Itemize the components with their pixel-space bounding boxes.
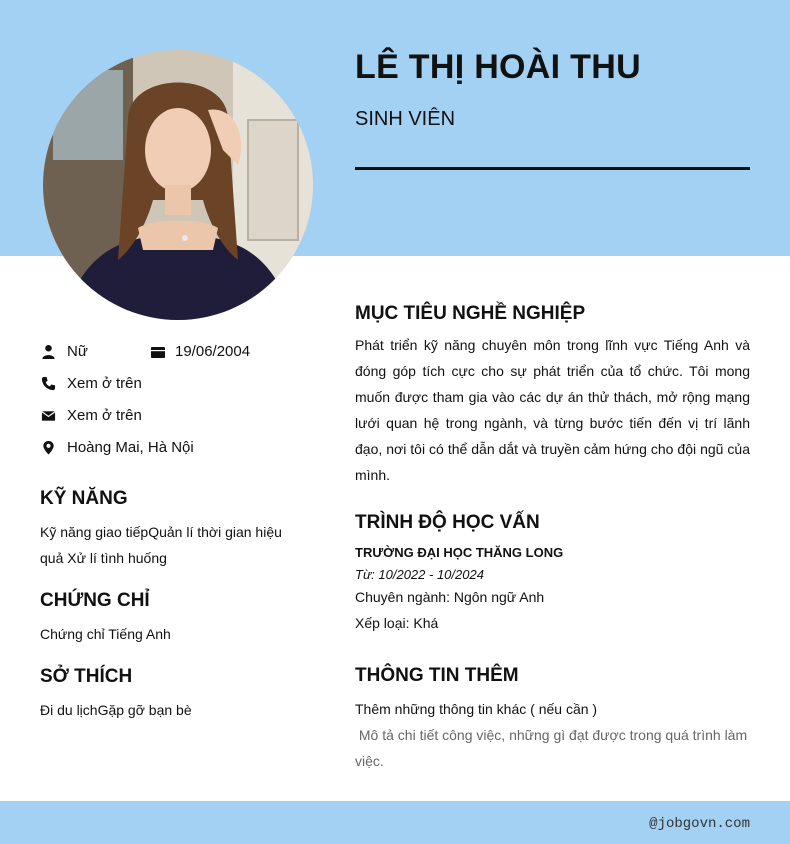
mail-icon	[40, 408, 56, 424]
education-section	[355, 545, 750, 636]
profile-photo	[43, 50, 313, 320]
extra-title: THÔNG TIN THÊM	[355, 665, 519, 686]
location-pin-icon	[40, 440, 56, 456]
grade: Xếp loại: Khá	[355, 615, 439, 631]
email-row	[40, 407, 142, 424]
gender-row	[40, 343, 88, 360]
candidate-role: SINH VIÊN	[355, 108, 456, 130]
study-period: Từ: 10/2022 - 10/2024	[355, 567, 484, 582]
extra-section	[355, 696, 750, 774]
calendar-icon	[150, 344, 166, 360]
profile-photo-illustration	[43, 50, 313, 320]
objective-text: Phát triển kỹ năng chuyên môn trong lĩnh vực Tiếng Anh và đóng góp tích cực cho sự phát triển của tổ chức. Tôi mong muốn được tham gia vào các dự án thử thách, mở rộng mạng lưới quan hệ trong ngành, và từng bước tiến đến vị trí lãnh đạo, nơi tôi có thể dẫn dắt và truyền cảm hứng cho đội ngũ của mình.	[355, 337, 750, 483]
phone-row	[40, 375, 142, 392]
hobbies-text: Đi du lịchGặp gỡ bạn bè	[40, 702, 192, 718]
person-icon	[40, 344, 56, 360]
major: Chuyên ngành: Ngôn ngữ Anh	[355, 589, 545, 605]
objective-title: MỤC TIÊU NGHỀ NGHIỆP	[355, 303, 586, 324]
phone-icon	[40, 376, 56, 392]
candidate-name: LÊ THỊ HOÀI THU	[355, 48, 641, 86]
phone-value: Xem ở trên	[67, 375, 142, 392]
skills-text: Kỹ năng giao tiếpQuản lí thời gian hiệu quả Xử lí tình huống	[40, 524, 282, 566]
address-row	[40, 439, 194, 456]
objective-section	[355, 332, 750, 488]
footer-brand: @jobgovn.com	[649, 816, 750, 832]
gender-value: Nữ	[67, 343, 88, 360]
school-name: TRƯỜNG ĐẠI HỌC THĂNG LONG	[355, 545, 564, 560]
title-divider	[355, 167, 750, 170]
extra-line-2: Mô tả chi tiết công việc, những gì đạt được trong quá trình làm việc.	[355, 727, 752, 769]
skills-title: KỸ NĂNG	[40, 488, 128, 509]
certificates-title: CHỨNG CHỈ	[40, 590, 150, 611]
extra-line-1: Thêm những thông tin khác ( nếu cần )	[355, 701, 598, 717]
certificates-text: Chứng chỉ Tiếng Anh	[40, 626, 171, 642]
education-title: TRÌNH ĐỘ HỌC VẤN	[355, 512, 540, 533]
address-value: Hoàng Mai, Hà Nội	[67, 439, 194, 456]
dob-value: 19/06/2004	[175, 343, 251, 360]
dob-row	[150, 343, 250, 360]
email-value: Xem ở trên	[67, 407, 142, 424]
hobbies-title: SỞ THÍCH	[40, 666, 133, 687]
